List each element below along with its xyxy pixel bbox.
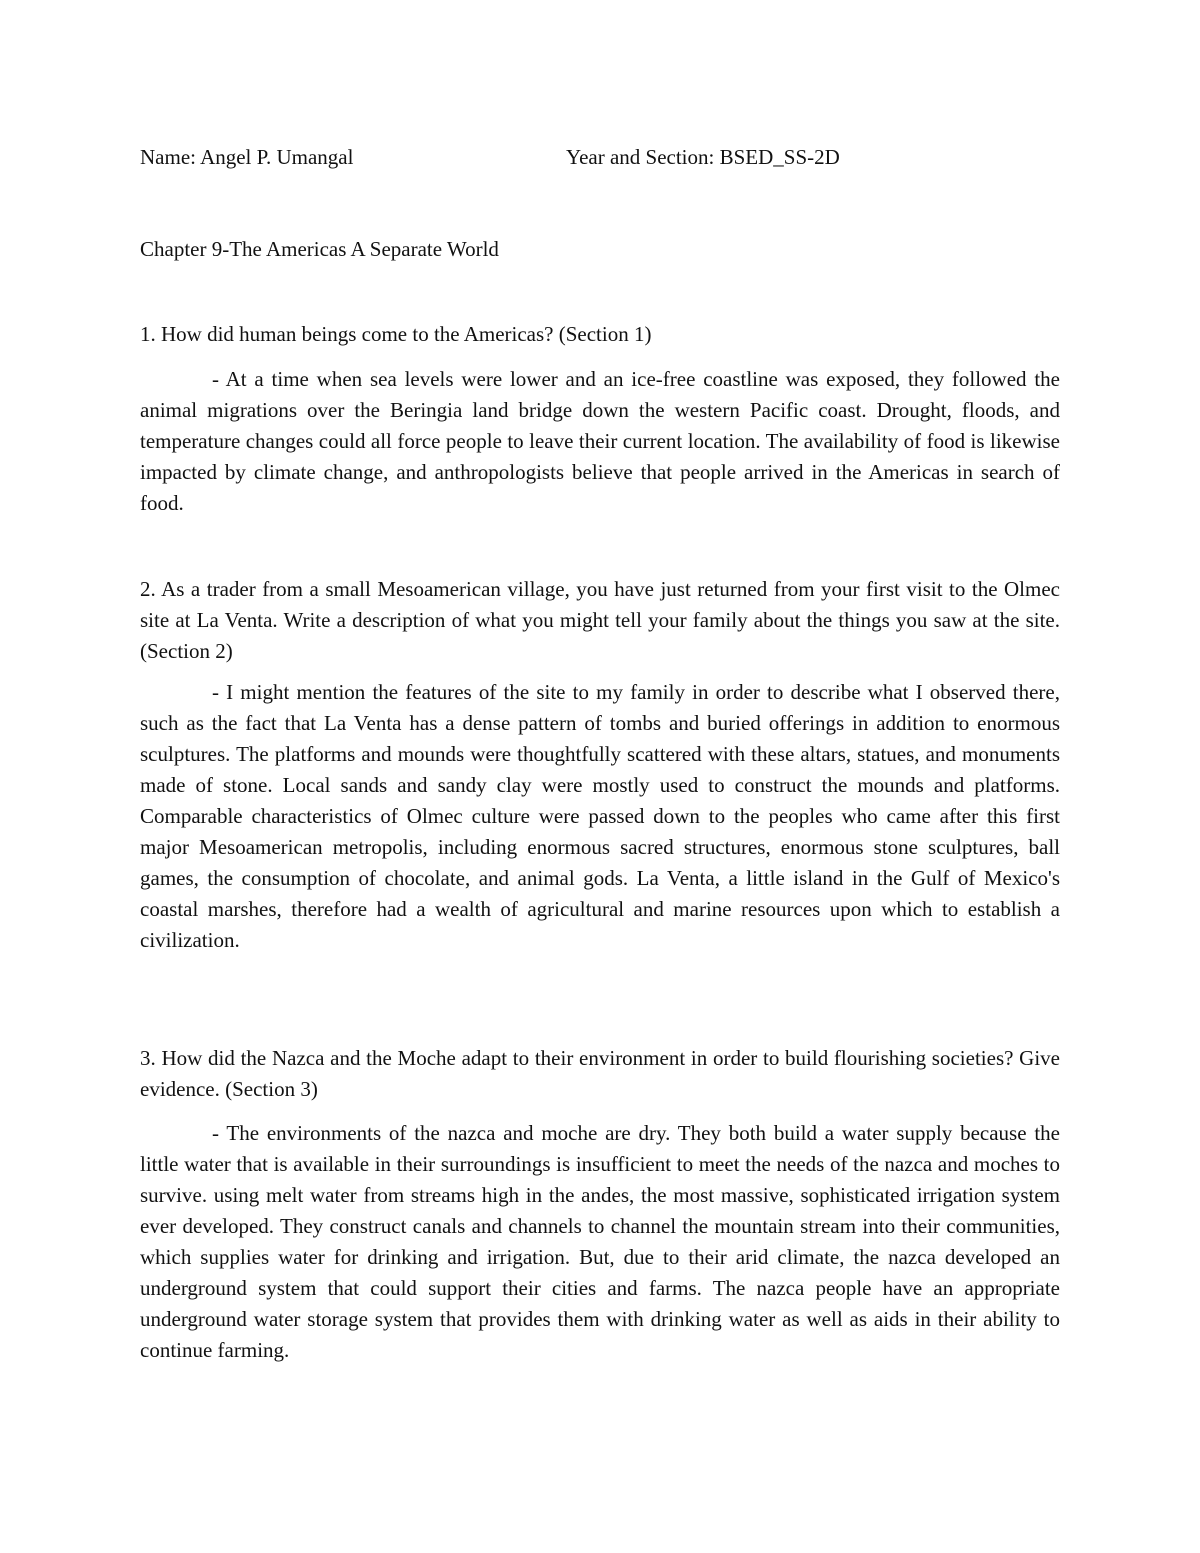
answer-2: - I might mention the features of the site to my family in order to describe what I observed there, such as the fact that La Venta has a dense pattern of tombs and buried offerings in addition to enormous sculptures. The platforms and mounds were thoughtfully scattered with these altars, statues, and monuments made of stone. Local sands and sandy clay were mostly used to construct the mounds and platforms. Comparable characteristics of Olmec culture were passed down to the peoples who came after this first major Mesoamerican metropolis, including enormous sacred structures, enormous stone sculptures, ball games, the consumption of chocolate, and animal gods. La Venta, a little island in the Gulf of Mexico's coastal marshes, therefore had a wealth of agricultural and marine resources upon which to establish a civilization.: [140, 680, 1060, 952]
document-header: [140, 142, 1060, 173]
question-3: 3. How did the Nazca and the Moche adapt to their environment in order to build flourishing societies? Give evidence. (Section 3): [140, 1046, 1060, 1101]
student-name: Name: Angel P. Umangal: [140, 145, 354, 169]
question-2: 2. As a trader from a small Mesoamerican village, you have just returned from your first visit to the Olmec site at La Venta. Write a description of what you might tell your family about the things you saw at the site. (Section 2): [140, 577, 1060, 663]
question-1: 1. How did human beings come to the Americas? (Section 1): [140, 322, 652, 346]
answer-3: - The environments of the nazca and moche are dry. They both build a water supply because the little water that is available in their surroundings is insufficient to meet the needs of the nazca and moches to survive. using melt water from streams high in the andes, the most massive, sophisticated irrigation system ever developed. They construct canals and channels to channel the mountain stream into their communities, which supplies water for drinking and irrigation. But, due to their arid climate, the nazca developed an underground system that could support their cities and farms. The nazca people have an appropriate underground water storage system that provides them with drinking water as well as aids in their ability to continue farming.: [140, 1121, 1060, 1362]
year-and-section: Year and Section: BSED_SS-2D: [566, 145, 840, 169]
answer-1: - At a time when sea levels were lower and an ice-free coastline was exposed, they followed the animal migrations over the Beringia land bridge down the western Pacific coast. Drought, floods, and temperature changes could all force people to leave their current location. The availability of food is likewise impacted by climate change, and anthropologists believe that people arrived in the Americas in search of food.: [140, 367, 1060, 515]
chapter-title: Chapter 9-The Americas A Separate World: [140, 237, 499, 261]
